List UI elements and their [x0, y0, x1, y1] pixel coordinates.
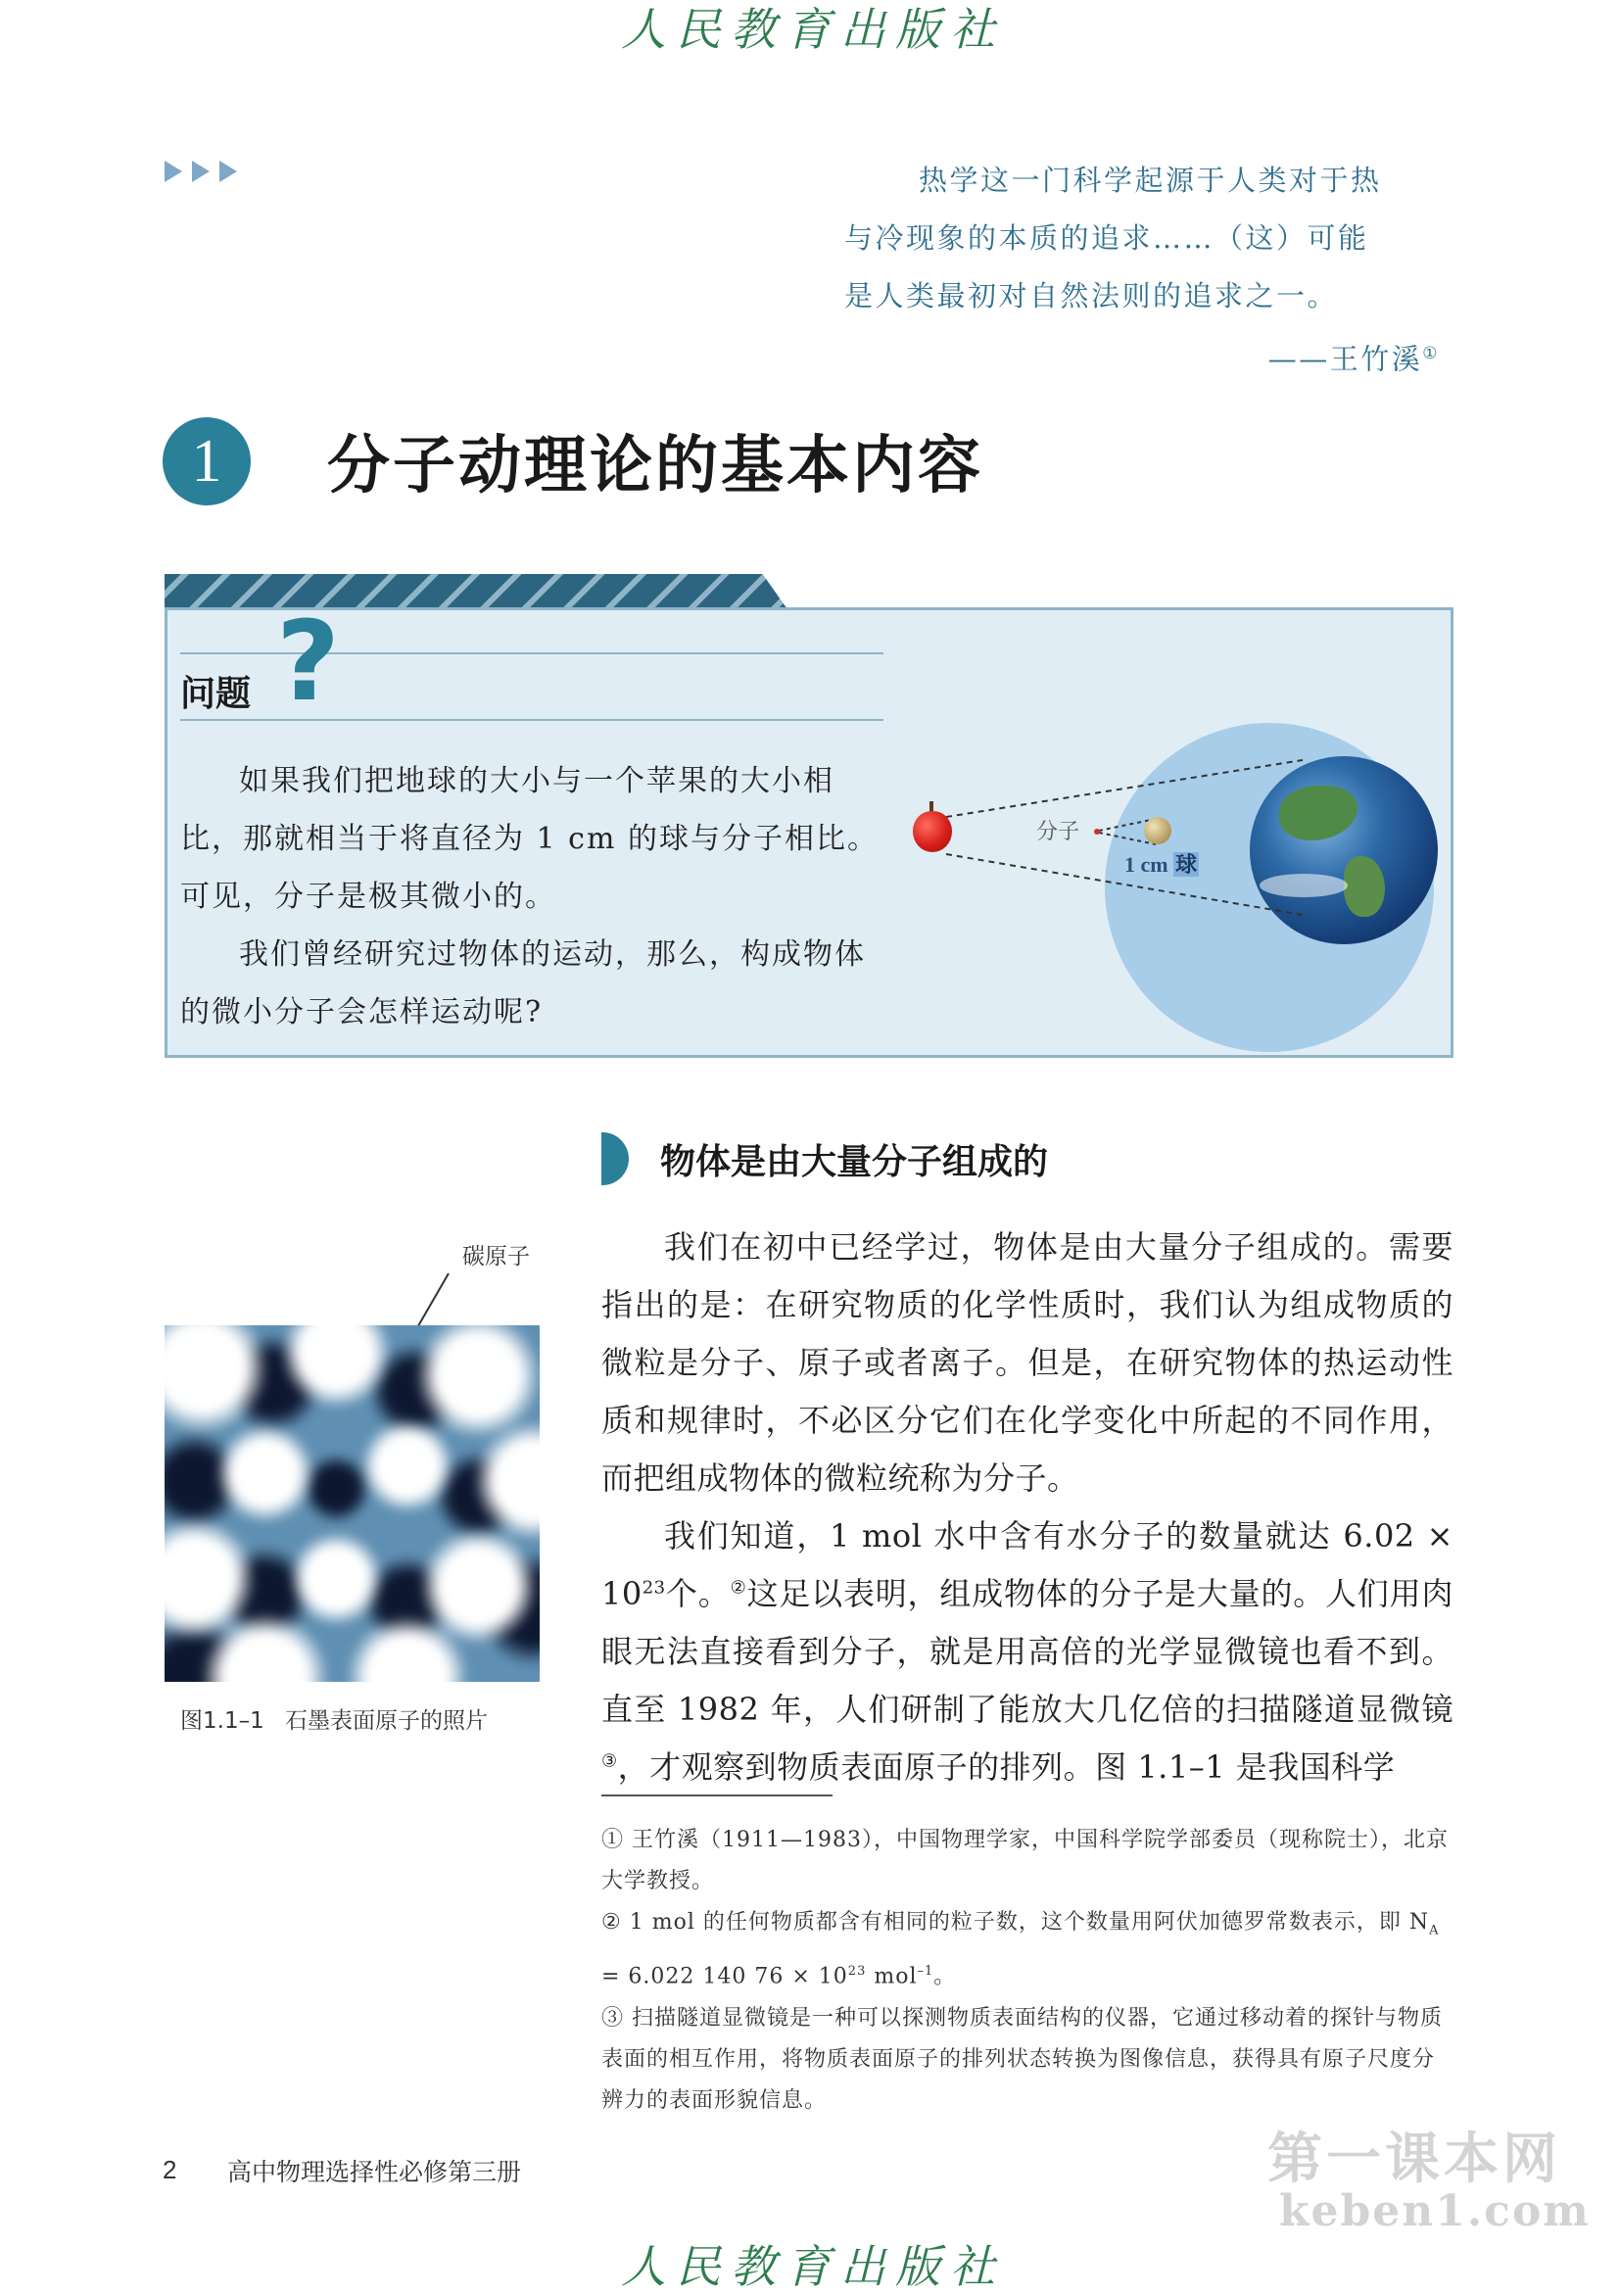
footnotes: [601, 1820, 1453, 2122]
question-mark-icon: ?: [276, 598, 340, 726]
publisher-mark-bottom: 人民教育出版社: [621, 2240, 1005, 2293]
epigraph-line: 与冷现象的本质的追求……（这）可能: [844, 221, 1369, 255]
watermark-text: 第一课本网: [1267, 2128, 1561, 2191]
epigraph-line: 热学这一门科学起源于人类对于热: [919, 164, 1382, 197]
footnote-ref[interactable]: ①: [1422, 344, 1440, 363]
ball-label: 1 cm 球: [1124, 852, 1198, 877]
book-title: 高中物理选择性必修第三册: [227, 2158, 522, 2186]
body-paragraph-1: 我们在初中已经学过，物体是由大量分子组成的。需要指出的是：在研究物质的化学性质时，我们认为组成物质的微粒是分子、原子或者离子。但是，在研究物体的热运动性质和规律时，不必区分它们在化学变化中所起的不同作用，而把组成物体的微粒统称为分子。: [601, 1228, 1453, 1497]
section-number-badge: 1: [163, 417, 251, 505]
footnote-2: ② 1 mol 的任何物质都含有相同的粒子数，这个数量用阿伏加德罗常数表示，即 $N_A = 6.022$ 140 $76 \times 10^{23}$ mol$^{-1}$。: [601, 1910, 1440, 1989]
footnote-1: ① 王竹溪（1911—1983），中国物理学家，中国科学院学部委员（现称院士），北京大学教授。: [601, 1828, 1449, 1893]
footnote-ref[interactable]: ③: [601, 1750, 618, 1772]
figure-caption: 图1.1–1 石墨表面原子的照片: [180, 1708, 489, 1734]
problem-paragraph: 我们曾经研究过物体的运动，那么，构成物体的微小分子会怎样运动呢?: [180, 937, 866, 1029]
page-number: 2: [163, 2155, 177, 2184]
molecule-label: 分子: [1036, 820, 1080, 844]
epigraph-line: 是人类最初对自然法则的追求之一。: [844, 279, 1339, 312]
body-paragraph-2: 我们知道，1 mol 水中含有水分子的数量就达 $6.02 \times 10^{23}$个。②这足以表明，组成物体的分子是大量的。人们用肉眼无法直接看到分子，就是用高倍的光学显微镜也看不到。直至 1982 年，人们研制了能放大几亿倍的扫描隧道显微镜③，才观察到物质表面原子的排列。图 1.1–1 是我国科学: [601, 1517, 1453, 1786]
publisher-mark-top: 人民教育出版社: [621, 3, 1005, 56]
epigraph-author: ——王竹溪①: [1267, 342, 1440, 376]
footnote-3: ③ 扫描隧道显微镜是一种可以探测物质表面结构的仪器，它通过移动着的探针与物质表面的相互作用，将物质表面原子的排列状态转换为图像信息，获得具有原子尺度分辨力的表面形貌信息。: [601, 2005, 1443, 2113]
problem-paragraph: 如果我们把地球的大小与一个苹果的大小相比，那就相当于将直径为 1 cm 的球与分子相比。可见，分子是极其微小的。: [180, 764, 879, 914]
problem-box-label: 问题: [180, 674, 252, 714]
section-title: 分子动理论的基本内容: [327, 430, 983, 502]
footnote-ref[interactable]: ②: [730, 1577, 747, 1599]
carbon-atom-label: 碳原子: [462, 1244, 530, 1269]
watermark-url: keben1.com: [1279, 2186, 1591, 2236]
footnote-rule: [601, 1794, 833, 1796]
graphite-surface-photo: [165, 1325, 540, 1682]
subsection-title: 物体是由大量分子组成的: [660, 1142, 1049, 1182]
